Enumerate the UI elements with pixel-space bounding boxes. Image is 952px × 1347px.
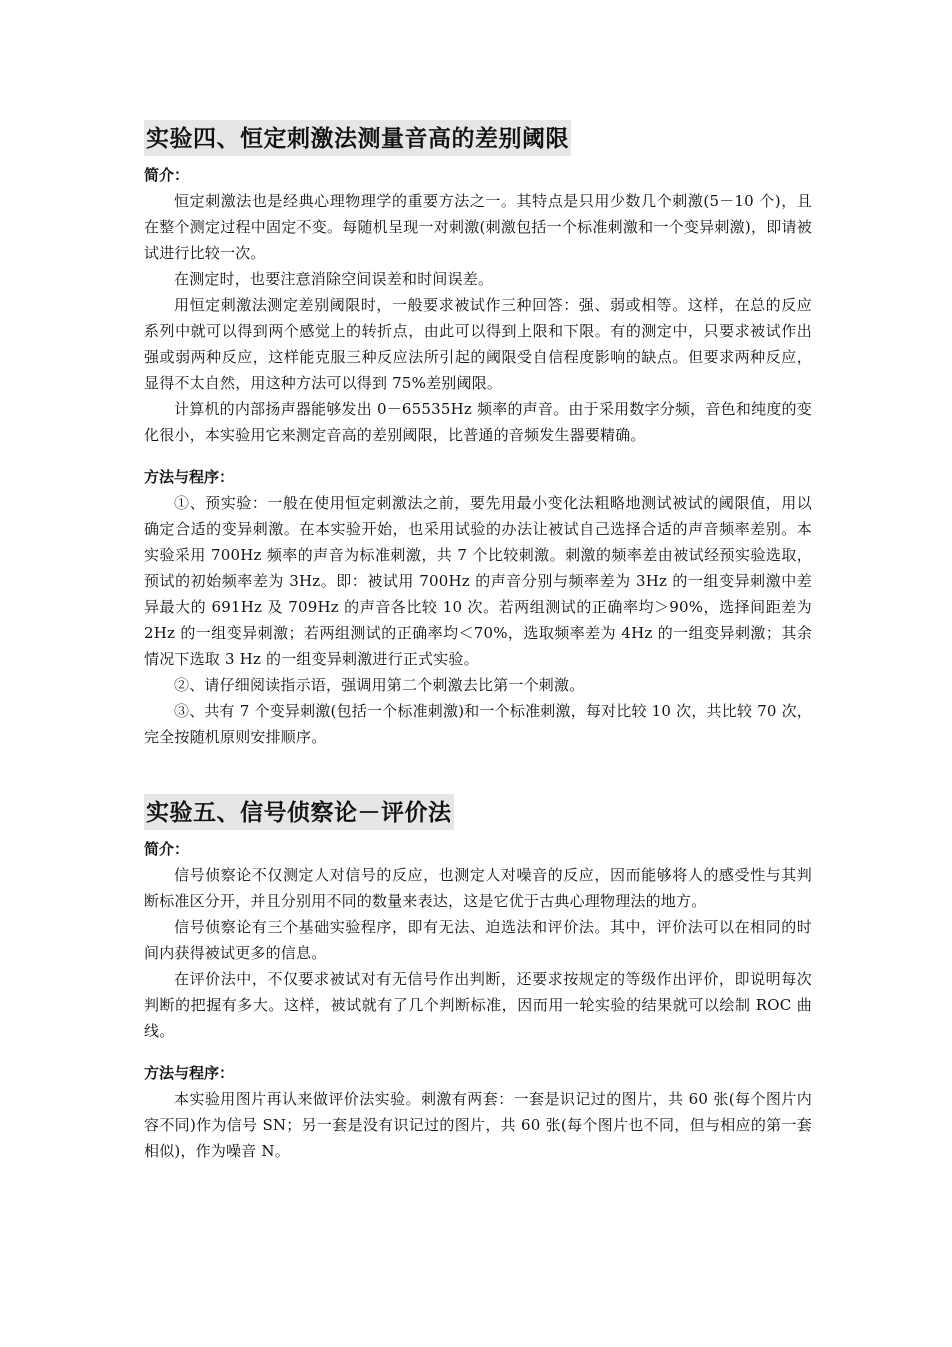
intro-heading: 简介： [144, 840, 190, 858]
paragraph: 用恒定刺激法测定差别阈限时，一般要求被试作三种回答：强、弱或相等。这样，在总的反应系列中就可以得到两个感觉上的转折点，由此可以得到上限和下限。有的测定中，只要求被试作出强或弱两种反应，这样能克服三种反应法所引起的阈限受自信程度影响的缺点。但要求两种反应，显得不太自然，用这种方法可以得到 75%差别阈限。 [144, 296, 812, 392]
paragraph: 本实验用图片再认来做评价法实验。刺激有两套：一套是识记过的图片，共 60 张(每个图片内容不同)作为信号 SN；另一套是没有识记过的图片，共 60 张(每个图片也不同，但与相应的第一套相似)，作为噪音 N。 [144, 1090, 812, 1160]
section-experiment-4 [144, 120, 812, 750]
method-heading: 方法与程序： [144, 1064, 235, 1082]
section-title: 实验四、恒定刺激法测量音高的差别阈限 [144, 120, 571, 156]
method-heading: 方法与程序： [144, 468, 235, 486]
paragraph: ②、请仔细阅读指示语，强调用第二个刺激去比第一个刺激。 [174, 676, 585, 694]
paragraph: 在测定时，也要注意消除空间误差和时间误差。 [174, 270, 494, 288]
paragraph: 计算机的内部扬声器能够发出 0－65535Hz 频率的声音。由于采用数字分频，音色和纯度的变化很小，本实验用它来测定音高的差别阈限，比普通的音频发生器要精确。 [144, 400, 812, 444]
paragraph: 信号侦察论有三个基础实验程序，即有无法、迫选法和评价法。其中，评价法可以在相同的时间内获得被试更多的信息。 [144, 918, 812, 962]
paragraph: 在评价法中，不仅要求被试对有无信号作出判断，还要求按规定的等级作出评价，即说明每次判断的把握有多大。这样，被试就有了几个判断标准，因而用一轮实验的结果就可以绘制 ROC 曲线。 [144, 970, 812, 1040]
paragraph: ③、共有 7 个变异刺激(包括一个标准刺激)和一个标准刺激，每对比较 10 次，共比较 70 次，完全按随机原则安排顺序。 [144, 702, 812, 746]
paragraph: ①、预实验：一般在使用恒定刺激法之前，要先用最小变化法粗略地测试被试的阈限值，用以确定合适的变异刺激。在本实验开始，也采用试验的办法让被试自己选择合适的声音频率差别。本实验采用 700Hz 频率的声音为标准刺激，共 7 个比较刺激。刺激的频率差由被试经预实验选取，预试的初始频率差为 3Hz。即：被试用 700Hz 的声音分别与频率差为 3Hz 的一组变异刺激中差异最大的 691Hz 及 709Hz 的声音各比较 10 次。若两组测试的正确率均＞90%，选择间距差为 2Hz 的一组变异刺激；若两组测试的正确率均＜70%，选取频率差为 4Hz 的一组变异刺激；其余情况下选取 3 Hz 的一组变异刺激进行正式实验。 [144, 494, 812, 668]
intro-heading: 简介： [144, 166, 190, 184]
document-content [144, 120, 812, 1164]
paragraph: 信号侦察论不仅测定人对信号的反应，也测定人对噪音的反应，因而能够将人的感受性与其判断标准区分开，并且分别用不同的数量来表达，这是它优于古典心理物理法的地方。 [144, 866, 812, 910]
section-experiment-5 [144, 794, 812, 1164]
paragraph: 恒定刺激法也是经典心理物理学的重要方法之一。其特点是只用少数几个刺激(5－10 个)，且在整个测定过程中固定不变。每随机呈现一对刺激(刺激包括一个标准刺激和一个变异刺激)，即请被试进行比较一次。 [144, 192, 812, 262]
section-title: 实验五、信号侦察论－评价法 [144, 794, 454, 830]
